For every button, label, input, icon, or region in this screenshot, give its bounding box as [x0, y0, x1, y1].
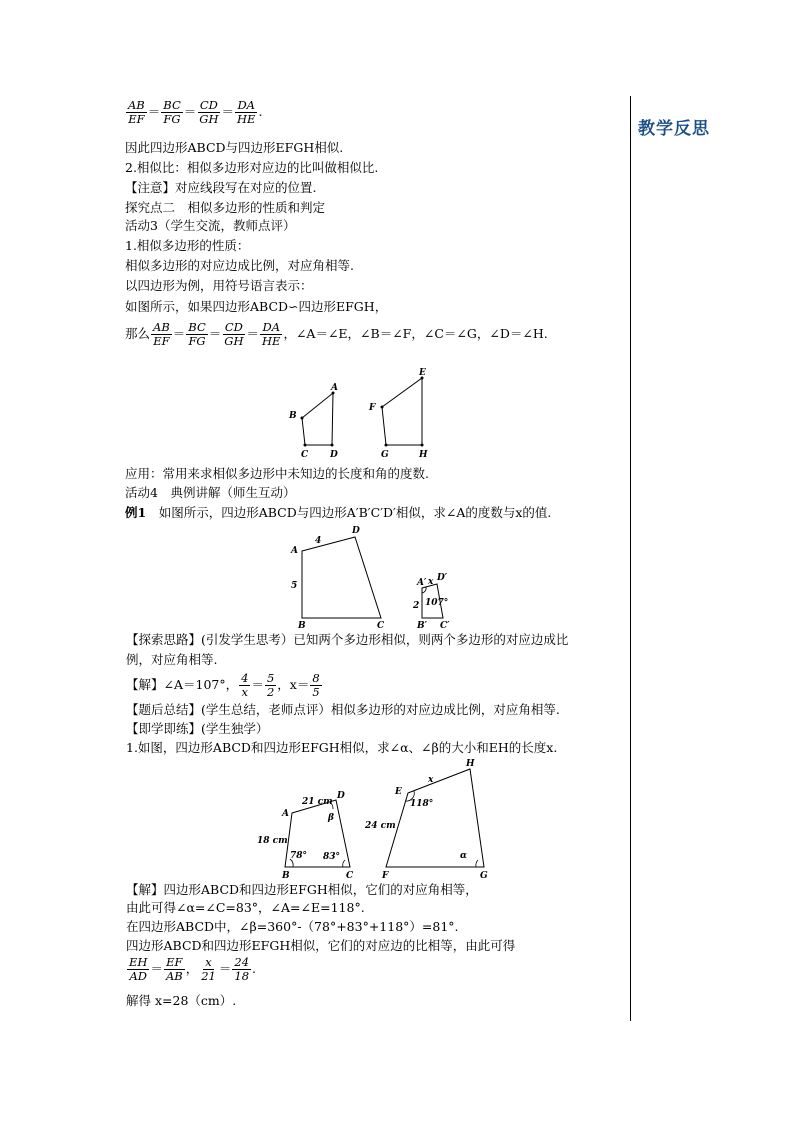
fraction: $\frac{AB}{EF}$: [128, 98, 145, 126]
angle-label: 107°: [425, 598, 449, 608]
fraction: $\frac{EH}{AD}$: [129, 955, 148, 983]
text-line: 【解】四边形ABCD和四边形EFGH相似，它们的对应角相等，: [126, 882, 478, 897]
proportion-equation-2: 那么 $\frac{AB}{EF}$ ＝ $\frac{BC}{FG}$ ＝ $\frac{CD}{GH}$ ＝ $\frac{DA}{HE}$ ，∠A＝∠E，∠B＝∠F，∠C＝∠G，∠D＝∠H.: [125, 320, 548, 348]
vertex-label: H: [419, 450, 428, 460]
text-line: 2.相似比：相似多边形对应边的比叫做相似比.: [125, 160, 379, 175]
text-line: 【即学即练】(学生独学）: [126, 721, 269, 736]
text-line: 在四边形ABCD中，∠β=360°-（78°+83°+118°）=81°.: [126, 919, 459, 934]
vertex-label: C: [377, 621, 385, 630]
side-length: 2: [413, 601, 420, 611]
vertex-label: F: [382, 871, 389, 881]
vertex-label: H: [466, 759, 475, 769]
fraction: $\frac{4}{x}$: [241, 671, 249, 699]
vertex-label: C: [346, 871, 354, 881]
fraction: $\frac{CD}{GH}$: [224, 320, 244, 348]
fraction: $\frac{DA}{HE}$: [262, 320, 281, 348]
vertex-label: C′: [440, 621, 450, 630]
text-line: 1.相似多边形的性质：: [125, 238, 250, 253]
text-line: 【题后总结】(学生总结，老师点评）相似多边形的对应边成比例，对应角相等.: [126, 702, 560, 717]
vertex-label: A: [291, 546, 298, 556]
angle-label: 83°: [323, 852, 341, 862]
vertex-label: B: [289, 411, 297, 421]
text-line: 四边形ABCD和四边形EFGH相似，它们的对应边的比相等，由此可得: [126, 938, 516, 953]
fraction: $\frac{x}{21}$: [201, 955, 216, 983]
vertex-label: A: [331, 383, 338, 393]
unknown-side-label: x: [428, 577, 434, 587]
side-length: 21 cm: [302, 797, 333, 807]
example-label: 例1: [125, 505, 147, 520]
fraction: $\frac{BC}{FG}$: [188, 320, 206, 348]
example-1-question: 例1 如图所示，四边形ABCD与四边形A′B′C′D′相似，求∠A的度数与x的值.: [125, 505, 552, 520]
proportion-equation-1: $\frac{AB}{EF}$ ＝ $\frac{BC}{FG}$ ＝ $\frac{CD}{GH}$ ＝ $\frac{DA}{HE}$ .: [128, 98, 263, 126]
text-line: 因此四边形ABCD与四边形EFGH相似.: [125, 140, 344, 155]
vertex-label: D′: [437, 573, 448, 583]
text-line: 【注意】对应线段写在对应的位置.: [125, 180, 317, 195]
text-line: 【探索思路】(引发学生思考）已知两个多边形相似，则两个多边形的对应边成比: [126, 632, 569, 647]
teaching-reflection-title: 教学反思: [638, 119, 710, 139]
column-divider: [630, 96, 631, 1021]
text-line: 活动4 典例讲解（师生互动）: [125, 485, 296, 500]
proportion-equation-3: $\frac{EH}{AD}$ ＝ $\frac{EF}{AB}$ ， $\frac{x}{21}$ ＝ $\frac{24}{18}$ .: [129, 955, 257, 983]
example-1-solution: 【解】∠A＝107°， $\frac{4}{x}$ ＝ $\frac{5}{2}$ ，x＝ $\frac{8}{5}$: [126, 671, 320, 699]
vertex-label: E: [395, 787, 402, 797]
text-line: 相似多边形的对应边成比例，对应角相等.: [125, 258, 354, 273]
vertex-label: D: [352, 526, 360, 536]
vertex-label: E: [419, 368, 426, 378]
fraction: $\frac{8}{5}$: [312, 671, 320, 699]
text-line: 由此可得∠α=∠C=83°，∠A=∠E=118°.: [126, 900, 365, 915]
side-length: 18 cm: [257, 836, 288, 846]
fraction: $\frac{5}{2}$: [266, 671, 275, 699]
side-length: 4: [315, 536, 322, 546]
vertex-label: B′: [417, 621, 427, 630]
fraction: $\frac{DA}{HE}$: [237, 98, 256, 126]
vertex-label: B: [298, 621, 306, 630]
vertex-label: A′: [417, 578, 427, 588]
fraction: $\frac{BC}{FG}$: [163, 98, 181, 126]
exercise-1-question: 1.如图，四边形ABCD和四边形EFGH相似，求∠α、∠β的大小和EH的长度x.: [126, 740, 558, 755]
angle-label: 78°: [290, 851, 308, 861]
angle-label: α: [460, 851, 467, 861]
vertex-label: B: [282, 871, 290, 881]
figure-exercise-1: [252, 756, 502, 882]
fraction: $\frac{EF}{AB}$: [165, 955, 183, 983]
section-heading: 探究点二 相似多边形的性质和判定: [125, 200, 326, 215]
text-line: 应用：常用来求相似多边形中未知边的长度和角的度数.: [125, 466, 429, 481]
angle-label: β: [328, 813, 334, 823]
unknown-side-label: x: [428, 775, 434, 785]
vertex-label: C: [301, 450, 309, 460]
angle-label: 118°: [410, 799, 434, 809]
vertex-label: F: [369, 403, 376, 413]
text-line: 活动3（学生交流，教师点评）: [125, 218, 296, 233]
fraction: $\frac{CD}{GH}$: [199, 98, 219, 126]
text-line: 如图所示，如果四边形ABCD∽四边形EFGH，: [125, 299, 388, 314]
vertex-label: A: [282, 809, 289, 819]
fraction: $\frac{24}{18}$: [234, 955, 250, 983]
fraction: $\frac{AB}{EF}$: [153, 320, 170, 348]
vertex-label: D: [330, 450, 338, 460]
text-line: 以四边形为例，用符号语言表示：: [125, 278, 313, 293]
text-line: 解得 x=28（cm）.: [126, 993, 237, 1008]
figure-example-1: [285, 522, 465, 630]
figure-similar-quadrilaterals-1: [280, 365, 440, 460]
vertex-label: G: [381, 450, 389, 460]
text-line: 例，对应角相等.: [126, 652, 218, 667]
side-length: 24 cm: [365, 821, 396, 831]
vertex-label: D: [337, 791, 345, 801]
vertex-label: G: [480, 871, 488, 881]
side-length: 5: [291, 581, 298, 591]
